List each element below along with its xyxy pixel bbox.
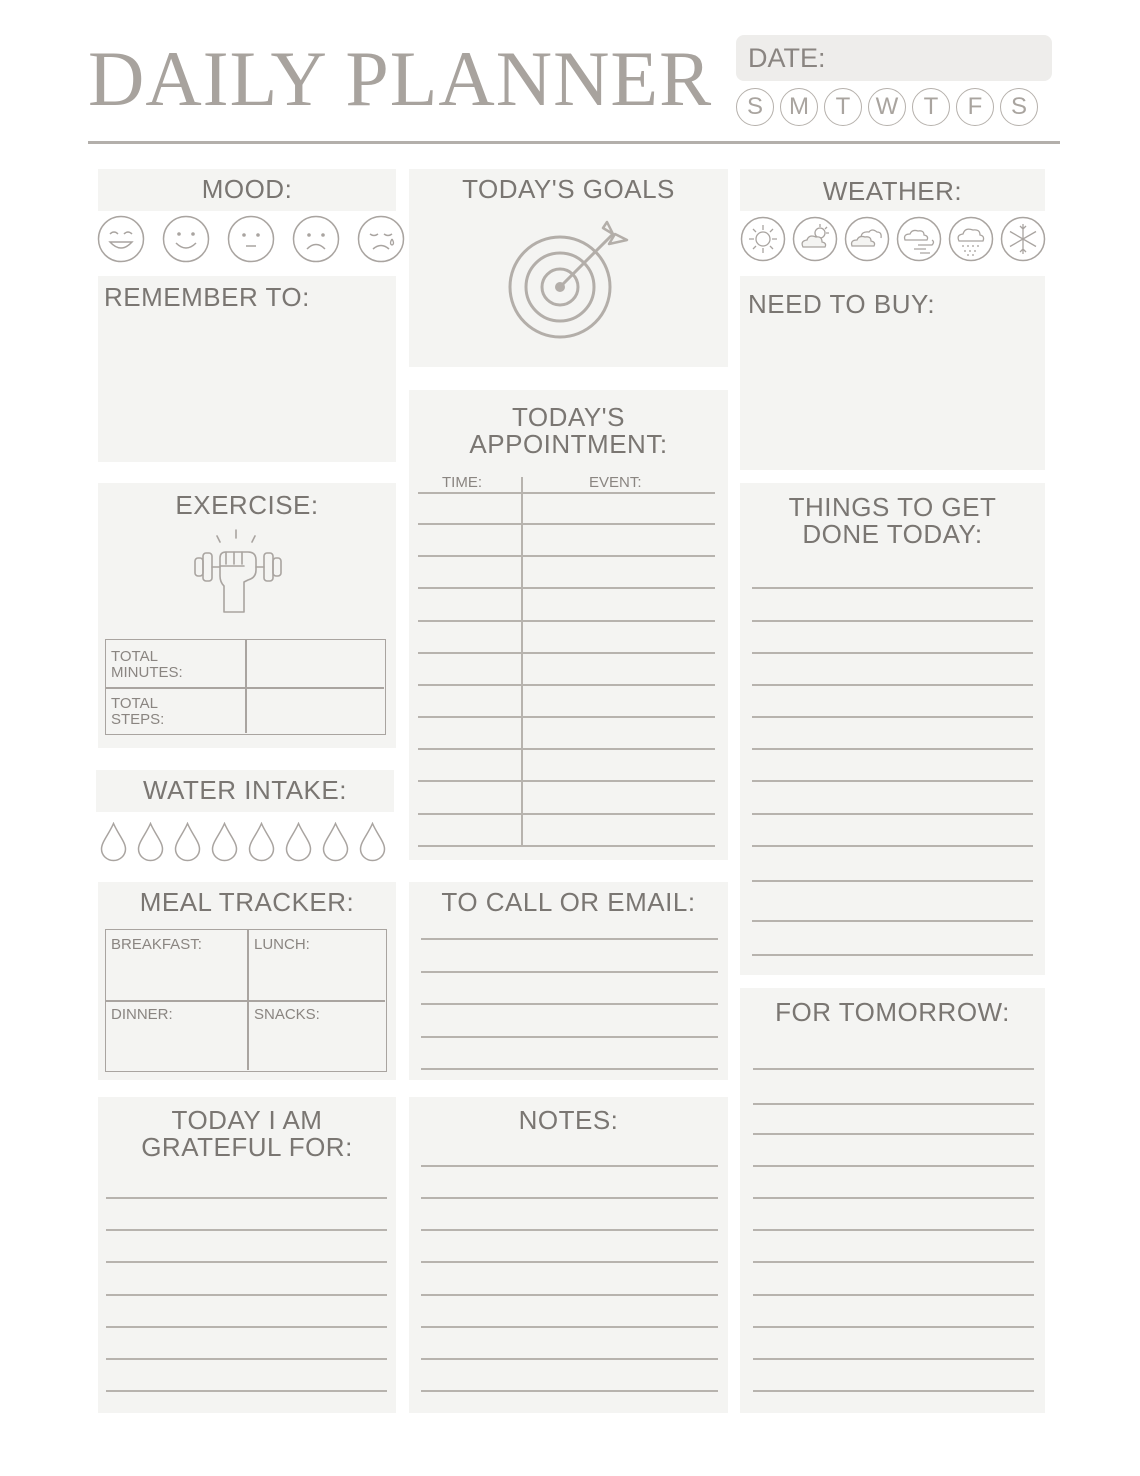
goals-title: TODAY'S GOALS (462, 174, 675, 204)
tomorrow-line[interactable] (753, 1326, 1034, 1328)
date-field[interactable] (736, 35, 1052, 81)
tomorrow-line[interactable] (753, 1103, 1034, 1105)
weather-title: WEATHER: (822, 176, 963, 206)
dinner-label: DINNER: (111, 1006, 173, 1023)
tomorrow-line[interactable] (753, 1197, 1034, 1199)
things-line[interactable] (752, 684, 1033, 686)
things-line[interactable] (752, 813, 1033, 815)
notes-panel (409, 1097, 728, 1413)
notes-line[interactable] (421, 1390, 718, 1392)
laughing-face-icon[interactable] (97, 215, 145, 263)
weather-icons (740, 216, 1046, 262)
things-panel (740, 483, 1045, 975)
weekday-wednesday[interactable]: W (868, 88, 906, 126)
notes-line[interactable] (421, 1197, 718, 1199)
grateful-line[interactable] (106, 1390, 387, 1392)
date-label: DATE: (748, 43, 826, 73)
tomorrow-line[interactable] (753, 1294, 1034, 1296)
things-line[interactable] (752, 620, 1033, 622)
appointment-row[interactable] (418, 813, 715, 815)
water-drops (100, 822, 386, 862)
appointment-row[interactable] (418, 748, 715, 750)
appointment-column-divider (521, 477, 523, 845)
sad-face-icon[interactable] (292, 215, 340, 263)
things-title: THINGS TO GET DONE TODAY: (788, 492, 997, 550)
tomorrow-line[interactable] (753, 1358, 1034, 1360)
things-line[interactable] (752, 845, 1033, 847)
grateful-line[interactable] (106, 1261, 387, 1263)
call-line[interactable] (421, 938, 718, 940)
page-title: DAILY PLANNER (88, 35, 713, 122)
appointment-row[interactable] (418, 716, 715, 718)
sun-icon[interactable] (740, 216, 786, 262)
appointment-row[interactable] (418, 555, 715, 557)
total-minutes-input[interactable] (247, 640, 384, 686)
tomorrow-line[interactable] (753, 1229, 1034, 1231)
water-drop-icon[interactable] (248, 822, 275, 862)
mood-title: MOOD: (201, 174, 293, 204)
tomorrow-line[interactable] (753, 1165, 1034, 1167)
snowflake-icon[interactable] (1000, 216, 1046, 262)
call-title: TO CALL OR EMAIL: (441, 887, 696, 917)
lunch-label: LUNCH: (254, 936, 310, 953)
appointment-row[interactable] (418, 845, 715, 847)
grateful-line[interactable] (106, 1197, 387, 1199)
grateful-title: TODAY I AM GRATEFUL FOR: (141, 1105, 353, 1163)
appointment-title: TODAY'S APPOINTMENT: (469, 402, 668, 460)
event-label: EVENT: (589, 474, 642, 491)
tomorrow-line[interactable] (753, 1068, 1034, 1070)
water-drop-icon[interactable] (211, 822, 238, 862)
rain-cloud-icon[interactable] (948, 216, 994, 262)
tomorrow-panel (740, 988, 1045, 1413)
grateful-line[interactable] (106, 1358, 387, 1360)
meal-grid-h-divider (106, 1000, 385, 1002)
appointment-row[interactable] (418, 620, 715, 622)
things-line[interactable] (752, 748, 1033, 750)
things-line[interactable] (752, 780, 1033, 782)
call-line[interactable] (421, 1036, 718, 1038)
notes-line[interactable] (421, 1165, 718, 1167)
notes-line[interactable] (421, 1294, 718, 1296)
weekday-selector (736, 88, 1056, 128)
header-divider (88, 141, 1060, 144)
exercise-title: EXERCISE: (175, 490, 319, 520)
smiling-face-icon[interactable] (162, 215, 210, 263)
appointment-row[interactable] (418, 492, 715, 494)
things-line[interactable] (752, 587, 1033, 589)
call-line[interactable] (421, 971, 718, 973)
weekday-thursday[interactable]: T (912, 88, 950, 126)
appointment-row[interactable] (418, 780, 715, 782)
remember-title: REMEMBER TO: (104, 282, 310, 312)
weekday-monday[interactable]: M (780, 88, 818, 126)
things-line[interactable] (752, 920, 1033, 922)
notes-line[interactable] (421, 1326, 718, 1328)
total-minutes-label: TOTAL MINUTES: (111, 648, 183, 681)
appointment-row[interactable] (418, 523, 715, 525)
weekday-friday[interactable]: F (956, 88, 994, 126)
appointment-row[interactable] (418, 652, 715, 654)
breakfast-label: BREAKFAST: (111, 936, 202, 953)
water-drop-icon[interactable] (100, 822, 127, 862)
notes-line[interactable] (421, 1358, 718, 1360)
grateful-line[interactable] (106, 1229, 387, 1231)
tomorrow-line[interactable] (753, 1261, 1034, 1263)
water-title: WATER INTAKE: (143, 775, 347, 805)
things-line[interactable] (752, 652, 1033, 654)
time-label: TIME: (442, 474, 482, 491)
notes-line[interactable] (421, 1229, 718, 1231)
water-drop-icon[interactable] (285, 822, 312, 862)
buy-title: NEED TO BUY: (748, 289, 936, 319)
call-line[interactable] (421, 1003, 718, 1005)
target-icon (505, 220, 631, 342)
grateful-line[interactable] (106, 1326, 387, 1328)
total-steps-label: TOTAL STEPS: (111, 695, 165, 728)
tomorrow-line[interactable] (753, 1133, 1034, 1135)
windy-cloud-icon[interactable] (896, 216, 942, 262)
water-drop-icon[interactable] (174, 822, 201, 862)
sun-cloud-icon[interactable] (792, 216, 838, 262)
weekday-saturday[interactable]: S (1000, 88, 1038, 126)
cloudy-icon[interactable] (844, 216, 890, 262)
things-line[interactable] (752, 954, 1033, 956)
things-line[interactable] (752, 716, 1033, 718)
total-steps-input[interactable] (247, 689, 384, 733)
notes-title: NOTES: (518, 1105, 619, 1135)
water-drop-icon[interactable] (137, 822, 164, 862)
tomorrow-line[interactable] (753, 1390, 1034, 1392)
weekday-sunday[interactable]: S (736, 88, 774, 126)
grateful-line[interactable] (106, 1294, 387, 1296)
neutral-face-icon[interactable] (227, 215, 275, 263)
notes-line[interactable] (421, 1261, 718, 1263)
appointment-panel (409, 390, 728, 860)
water-drop-icon[interactable] (359, 822, 386, 862)
appointment-row[interactable] (418, 587, 715, 589)
dumbbell-fist-icon (192, 528, 284, 618)
call-line[interactable] (421, 1068, 718, 1070)
weekday-tuesday[interactable]: T (824, 88, 862, 126)
water-drop-icon[interactable] (322, 822, 349, 862)
snacks-label: SNACKS: (254, 1006, 320, 1023)
exercise-table (105, 639, 386, 735)
mood-faces (97, 215, 405, 263)
things-line[interactable] (752, 880, 1033, 882)
meal-title: MEAL TRACKER: (139, 887, 355, 917)
tomorrow-title: FOR TOMORROW: (775, 997, 1010, 1027)
meal-grid (105, 929, 387, 1072)
appointment-row[interactable] (418, 684, 715, 686)
crying-face-icon[interactable] (357, 215, 405, 263)
